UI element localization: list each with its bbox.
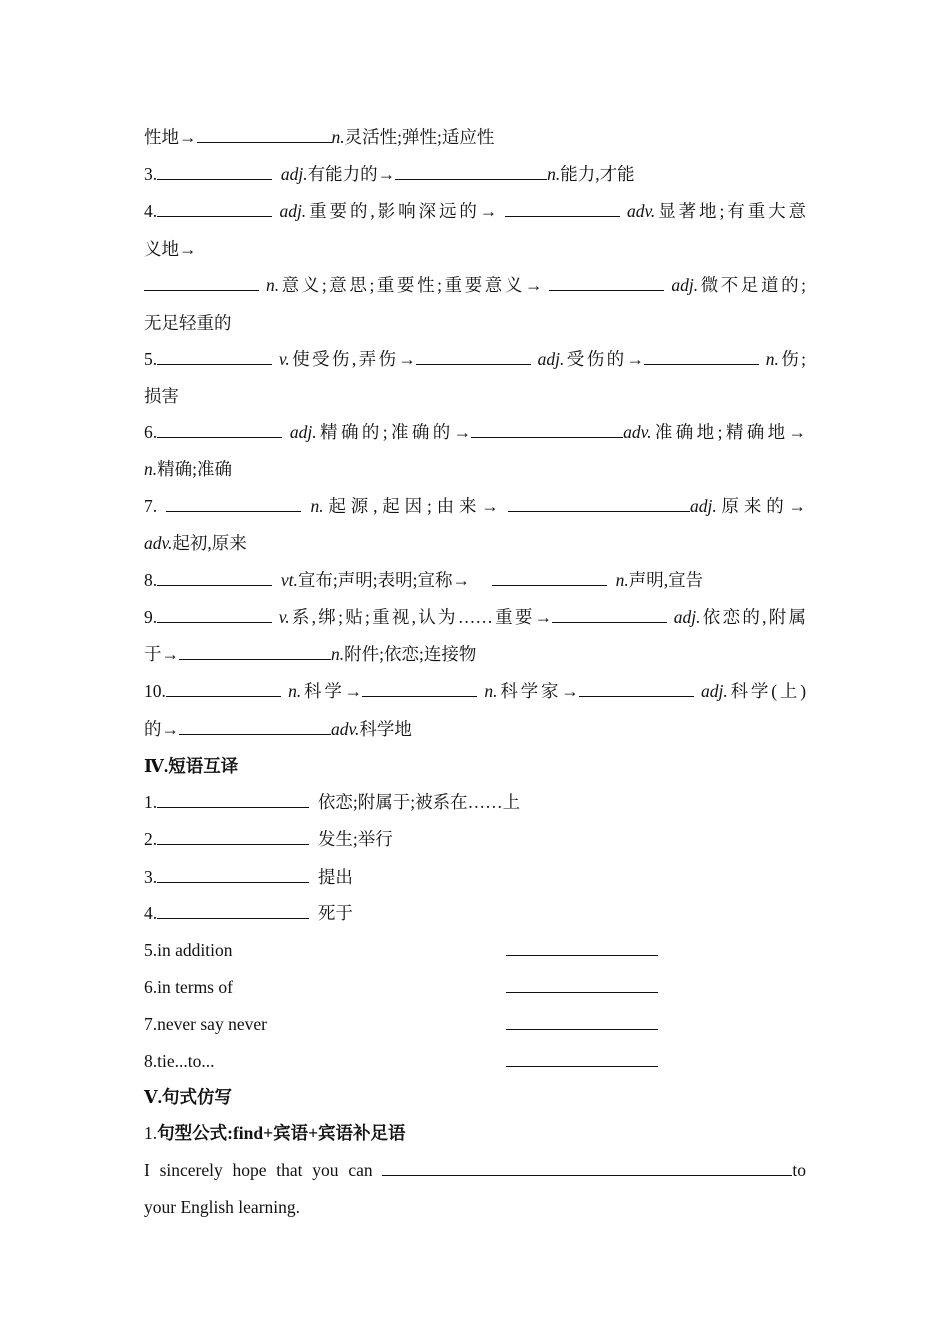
vocab-item-7 [144, 493, 806, 519]
definition: 精确;准确 [157, 459, 232, 479]
vocab-item-6-cont [144, 456, 806, 482]
phrase-item-6 [144, 974, 806, 1000]
vocab-item-4-line3 [144, 272, 806, 298]
vocab-item-9 [144, 604, 806, 630]
definition: 意义;意思;重要性;重要意义→ [279, 275, 543, 295]
definition: 科学→ [301, 681, 363, 701]
item-number: 7. [144, 496, 158, 516]
vocab-item-5-cont [144, 383, 806, 409]
vocab-item-4-cont [144, 236, 806, 262]
answer-blank[interactable] [549, 272, 664, 291]
phrase-item-2 [144, 826, 806, 852]
vocab-item-5 [144, 346, 806, 372]
item-number: 5. [144, 349, 158, 369]
definition: 有能力的→ [307, 164, 396, 184]
part-of-speech: adj. [289, 422, 317, 442]
definition: 宣布;声明;表明;宣称→ [297, 570, 470, 590]
sentence-pattern-title [144, 1120, 806, 1146]
answer-blank[interactable] [362, 678, 477, 697]
answer-blank[interactable] [157, 604, 272, 623]
phrase-text: 提出 [317, 867, 353, 887]
definition: 义地→ [144, 239, 197, 259]
answer-blank[interactable] [506, 1011, 658, 1030]
part-of-speech: vt. [280, 570, 298, 590]
part-of-speech: adj. [689, 496, 717, 516]
definition: 损害 [144, 386, 179, 406]
phrase-item-8 [144, 1048, 806, 1074]
vocab-item-6 [144, 419, 806, 445]
phrase-text: 依恋;附属于;被系在……上 [317, 792, 521, 812]
phrase-text: 7.never say never [144, 1014, 267, 1034]
part-of-speech: adv. [331, 719, 360, 739]
vocab-line-1-cont [144, 124, 806, 150]
part-of-speech: n. [484, 681, 498, 701]
part-of-speech: adv. [626, 201, 656, 221]
answer-blank[interactable] [471, 419, 623, 438]
vocab-item-4 [144, 198, 806, 224]
definition: 科学(上) [727, 681, 807, 701]
part-of-speech: v. [278, 349, 290, 369]
answer-blank[interactable] [144, 272, 259, 291]
definition: 精确的;准确的→ [316, 422, 472, 442]
part-of-speech: v. [278, 607, 290, 627]
phrase-text: 发生;举行 [317, 829, 393, 849]
definition: 重要的,影响深远的→ [306, 201, 498, 221]
item-number: 3. [144, 164, 158, 184]
definition: 微不足道的; [698, 275, 807, 295]
part-of-speech: adj. [537, 349, 565, 369]
vocab-item-4-cont2 [144, 310, 806, 336]
answer-blank[interactable] [157, 826, 309, 845]
sentence-text: I sincerely hope that you can [144, 1160, 373, 1180]
answer-blank[interactable] [505, 198, 620, 217]
answer-blank[interactable] [506, 937, 658, 956]
sentence-line-2: your English learning. [144, 1197, 301, 1217]
answer-blank[interactable] [157, 161, 272, 180]
answer-blank[interactable] [157, 346, 272, 365]
answer-blank[interactable] [157, 900, 309, 919]
part-of-speech: n. [331, 127, 345, 147]
part-of-speech: n. [265, 275, 280, 295]
sentence-line-1 [144, 1157, 806, 1183]
definition: 科学家→ [497, 681, 579, 701]
phrase-text: 8.tie...to... [144, 1051, 215, 1071]
line-prefix: 性地→ [144, 127, 197, 147]
part-of-speech: n. [615, 570, 629, 590]
sentence-text: to [792, 1160, 806, 1180]
phrase-item-1 [144, 789, 806, 815]
definition: 依恋的,附属 [700, 607, 807, 627]
part-of-speech: n. [765, 349, 779, 369]
phrase-text: 6.in terms of [144, 977, 233, 997]
vocab-item-7-cont [144, 530, 806, 556]
item-number: 3. [144, 867, 158, 887]
definition: 起初,原来 [172, 533, 247, 553]
phrase-text: 5.in addition [144, 940, 233, 960]
vocab-item-9-cont [144, 641, 806, 667]
definition: 附件;依恋;连接物 [344, 644, 477, 664]
part-of-speech: adv. [144, 533, 173, 553]
vocab-item-3 [144, 161, 806, 187]
definition: 科学地 [359, 719, 412, 739]
part-of-speech: n. [310, 496, 324, 516]
part-of-speech: adj. [280, 164, 308, 184]
phrase-item-7 [144, 1011, 806, 1037]
part-of-speech: n. [331, 644, 345, 664]
phrase-item-3 [144, 864, 806, 890]
section-4-heading: Ⅳ.短语互译 [144, 756, 239, 776]
definition: 伤; [778, 349, 807, 369]
definition: 起源,起因;由来→ [323, 496, 499, 516]
definition: 原来的→ [716, 496, 807, 516]
answer-blank[interactable] [579, 678, 694, 697]
phrase-text: 死于 [317, 903, 353, 923]
vocab-item-10 [144, 678, 806, 704]
answer-blank[interactable] [508, 493, 690, 512]
definition: 无足轻重的 [144, 313, 232, 333]
part-of-speech: adj. [673, 607, 701, 627]
item-number: 10. [144, 681, 166, 701]
answer-blank[interactable] [166, 493, 301, 512]
definition: 灵活性;弹性;适应性 [344, 127, 495, 147]
item-number: 6. [144, 422, 158, 442]
answer-blank[interactable] [506, 974, 658, 993]
part-of-speech: n. [547, 164, 561, 184]
definition: 声明,宣告 [628, 570, 704, 590]
vocab-item-8 [144, 567, 806, 593]
item-number: 4. [144, 903, 158, 923]
part-of-speech: n. [144, 459, 158, 479]
answer-blank[interactable] [157, 198, 272, 217]
item-number: 1. [144, 792, 158, 812]
item-number: 9. [144, 607, 158, 627]
part-of-speech: adj. [701, 681, 728, 701]
item-number: 8. [144, 570, 158, 590]
answer-blank[interactable] [395, 161, 547, 180]
part-of-speech: adv. [623, 422, 652, 442]
definition: 受伤的→ [564, 349, 644, 369]
answer-blank[interactable] [157, 789, 309, 808]
definition: 显著地;有重大意 [655, 201, 807, 221]
pattern-formula: 句型公式:find+宾语+宾语补足语 [157, 1123, 406, 1143]
definition: 能力,才能 [560, 164, 635, 184]
line-prefix: 于→ [144, 644, 179, 664]
section-5-heading: Ⅴ.句式仿写 [144, 1087, 232, 1107]
vocab-item-10-cont [144, 716, 806, 742]
definition: 系,绑;贴;重视,认为……重要→ [289, 607, 553, 627]
item-number: 1. [144, 1123, 158, 1143]
line-prefix: 的→ [144, 719, 179, 739]
phrase-item-5 [144, 937, 806, 963]
answer-blank[interactable] [506, 1048, 658, 1067]
answer-blank[interactable] [179, 641, 331, 660]
part-of-speech: adj. [279, 201, 307, 221]
answer-blank[interactable] [157, 864, 309, 883]
part-of-speech: n. [288, 681, 302, 701]
answer-blank[interactable] [157, 419, 282, 438]
answer-blank[interactable] [179, 716, 331, 735]
answer-blank[interactable] [166, 678, 281, 697]
answer-blank[interactable] [197, 124, 332, 143]
answer-blank[interactable] [157, 567, 272, 586]
answer-blank[interactable] [644, 346, 759, 365]
definition: 准确地;精确地→ [651, 422, 806, 442]
item-number: 2. [144, 829, 158, 849]
phrase-item-4 [144, 900, 806, 926]
answer-blank[interactable] [552, 604, 667, 623]
answer-blank[interactable] [416, 346, 531, 365]
item-number: 4. [144, 201, 158, 221]
answer-blank[interactable] [382, 1157, 792, 1176]
definition: 使受伤,弄伤→ [289, 349, 416, 369]
part-of-speech: adj. [671, 275, 699, 295]
answer-blank[interactable] [492, 567, 607, 586]
